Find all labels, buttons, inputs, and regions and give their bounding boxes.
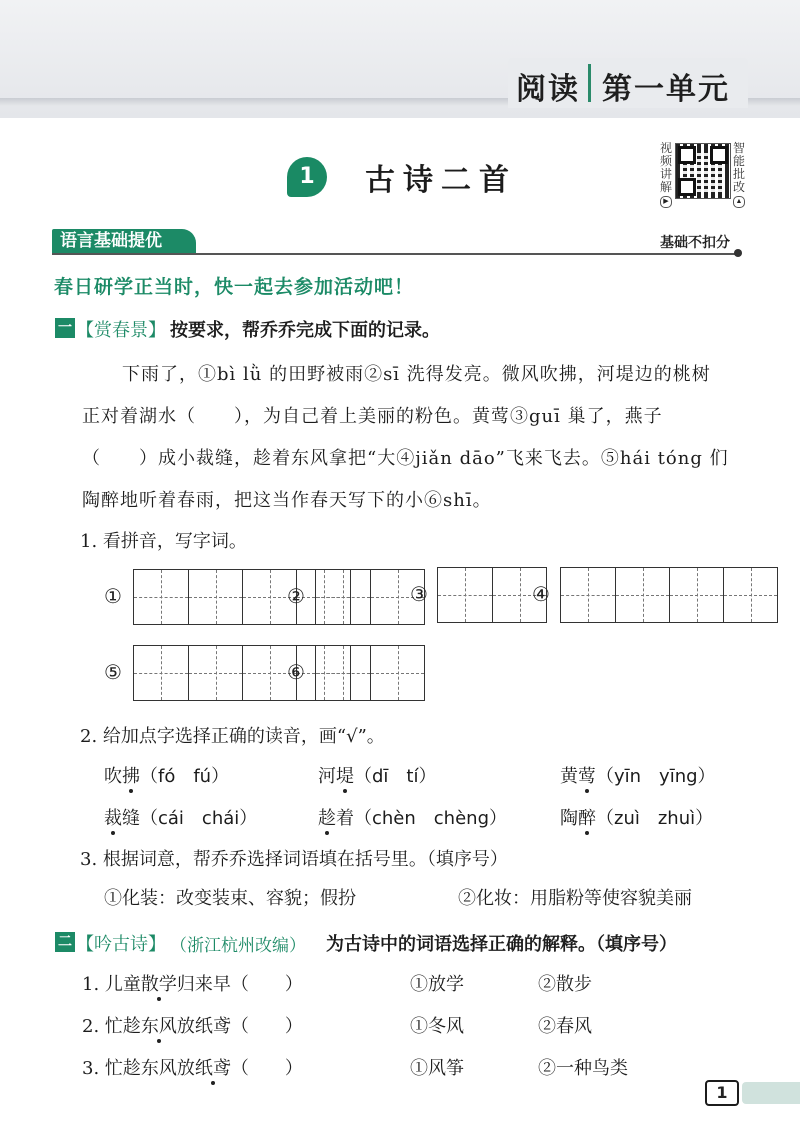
section-rule-dot	[734, 249, 742, 257]
page-number-bar	[742, 1082, 800, 1104]
writing-grid-3[interactable]	[437, 567, 547, 623]
pronunciation-item[interactable]: 陶醉（zuì zhuì）	[560, 808, 714, 829]
pronunciation-item[interactable]: 吹拂（fó fú）	[104, 766, 230, 787]
grid-marker: ①	[104, 584, 122, 608]
play-icon: ▶	[660, 196, 672, 208]
lesson-number-badge: 1	[287, 157, 327, 197]
grid-marker: ②	[287, 584, 305, 608]
poem-option-b: ②春风	[538, 1016, 592, 1037]
section-tag: 语言基础提优	[52, 229, 196, 254]
poem-option-a: ①放学	[410, 974, 464, 995]
question-instruction-2: 为古诗中的词语选择正确的解释。（填序号）	[326, 934, 677, 955]
poem-item[interactable]: 2. 忙趁东风放纸鸢（ ）	[82, 1016, 303, 1037]
intro-text: 春日研学正当时，快一起去参加活动吧！	[54, 276, 415, 298]
subquestion-3-label: 3. 根据词意，帮乔乔选择词语填在括号里。（填序号）	[80, 849, 508, 870]
poem-option-a: ①风筝	[410, 1058, 464, 1079]
poem-item[interactable]: 1. 儿童散学归来早（ ）	[82, 974, 303, 995]
passage-line: 正对着湖水（ ），为自己着上美丽的粉色。黄莺③guī 巢了，燕子	[82, 406, 663, 427]
grid-marker: ⑥	[287, 660, 305, 684]
check-icon: ▲	[733, 196, 745, 208]
page-number: 1	[705, 1080, 739, 1106]
poem-option-b: ②散步	[538, 974, 592, 995]
poem-option-b: ②一种鸟类	[538, 1058, 628, 1079]
qr-right-label: 智能批改	[732, 141, 745, 194]
grid-marker: ④	[532, 582, 550, 606]
word-option-1: ①化装：改变装束、容貌；假扮	[104, 888, 356, 909]
subquestion-2-label: 2. 给加点字选择正确的读音，画“√”。	[80, 726, 385, 747]
pronunciation-item[interactable]: 趁着（chèn chèng）	[318, 808, 507, 829]
unit-title: 第一单元	[602, 72, 730, 107]
question-source-2: （浙江杭州改编）	[170, 936, 306, 956]
section-note: 基础不扣分	[660, 235, 730, 251]
writing-grid-2[interactable]	[315, 569, 425, 625]
passage-line: 下雨了，①bì lǜ 的田野被雨②sī 洗得发亮。微风吹拂，河堤边的桃树	[122, 364, 711, 385]
grid-marker: ⑤	[104, 660, 122, 684]
pronunciation-item[interactable]: 黄莺（yīn yīng）	[560, 766, 716, 787]
poem-item[interactable]: 3. 忙趁东风放纸鸢（ ）	[82, 1058, 303, 1079]
question-tag-1: 【赏春景】	[76, 320, 166, 341]
unit-category: 阅读	[516, 72, 580, 107]
unit-divider	[588, 64, 591, 102]
qr-left-label: 视频讲解	[659, 141, 672, 194]
lesson-title: 古诗二首	[365, 163, 517, 198]
pronunciation-item[interactable]: 裁缝（cái chái）	[104, 808, 258, 829]
qr-code-icon[interactable]	[675, 143, 731, 199]
word-option-2: ②化妆：用脂粉等使容貌美丽	[458, 888, 692, 909]
pronunciation-item[interactable]: 河堤（dī tí）	[318, 766, 437, 787]
writing-grid-4[interactable]	[560, 567, 778, 623]
question-number-2: 二	[55, 932, 75, 952]
question-tag-2: 【吟古诗】	[76, 934, 166, 955]
grid-marker: ③	[410, 582, 428, 606]
poem-option-a: ①冬风	[410, 1016, 464, 1037]
question-number-1: 一	[55, 318, 75, 338]
passage-line: （ ）成小裁缝，趁着东风拿把“大④jiǎn dāo”飞来飞去。⑤hái tóng 们	[82, 448, 729, 469]
section-rule	[52, 253, 738, 255]
question-instruction-1: 按要求，帮乔乔完成下面的记录。	[170, 320, 440, 341]
passage-line: 陶醉地听着春雨，把这当作春天写下的小⑥shī。	[82, 490, 492, 511]
subquestion-1-label: 1. 看拼音，写字词。	[80, 531, 247, 552]
writing-grid-6[interactable]	[315, 645, 425, 701]
